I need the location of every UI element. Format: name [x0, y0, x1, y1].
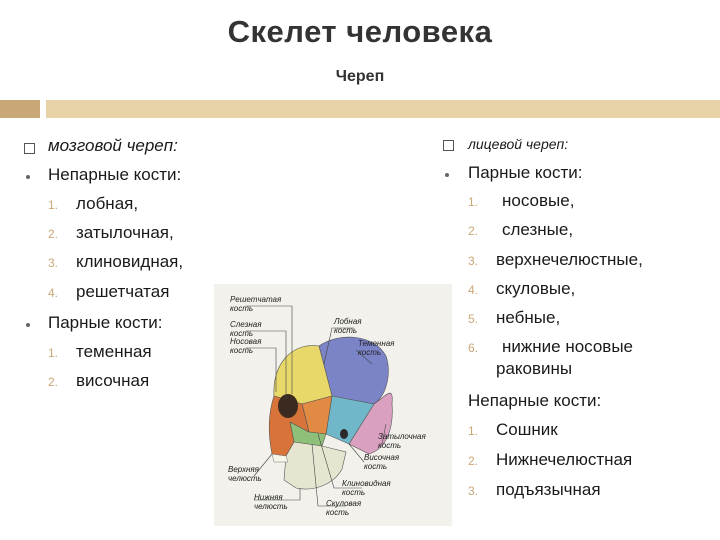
list-item: Нижнечелюстная: [496, 450, 633, 469]
list-number: 2.: [48, 375, 59, 389]
right-unpaired-label: Непарные кости:: [468, 391, 602, 410]
list-number: 1.: [468, 195, 479, 209]
label-occipital-2: кость: [378, 441, 402, 450]
list-item: слезные,: [502, 220, 574, 239]
list-number: 3.: [48, 256, 59, 270]
dot-bullet-icon: [26, 323, 30, 327]
label-ethmoid-1: Решетчатая: [230, 295, 282, 304]
page-subtitle: Череп: [335, 68, 385, 85]
list-item: клиновидная,: [76, 252, 184, 271]
left-unpaired-label: Непарные кости:: [48, 165, 182, 184]
list-number: 1.: [468, 424, 479, 438]
page-title: Скелет человека: [227, 14, 493, 49]
list-item: скуловые,: [496, 279, 576, 298]
label-parietal-2: кость: [358, 348, 382, 357]
orbit: [278, 394, 298, 418]
label-parietal-1: Теменная: [358, 339, 395, 348]
dot-bullet-icon: [26, 175, 30, 179]
header-divider-bar: [46, 100, 720, 118]
ear-canal: [340, 429, 348, 439]
left-heading-colon: :: [173, 136, 178, 155]
list-item-continuation: раковины: [496, 359, 573, 378]
list-item: теменная: [76, 342, 152, 361]
skull-diagram: [214, 284, 452, 526]
label-frontal-1: Лобная: [334, 317, 362, 326]
label-temporal-2: кость: [364, 462, 388, 471]
left-heading: [48, 136, 178, 156]
label-mandible-2: челюсть: [254, 502, 288, 511]
list-item: нижние носовые: [502, 337, 634, 356]
label-lacrimal-1: Слезная: [230, 320, 262, 329]
left-heading-text: мозговой череп: [48, 136, 174, 155]
checkbox-bullet-icon: [443, 140, 454, 151]
label-frontal-2: кость: [334, 326, 358, 335]
header-accent-bar: [0, 100, 40, 118]
list-item: Сошник: [496, 420, 558, 439]
list-item: небные,: [496, 308, 561, 327]
list-number: 1.: [48, 346, 59, 360]
dot-bullet-icon: [445, 173, 449, 177]
label-ethmoid-2: кость: [230, 304, 254, 313]
list-item: височная: [76, 371, 150, 390]
label-zygomatic-1: Скуловая: [326, 499, 362, 508]
label-sphenoid-2: кость: [342, 488, 366, 497]
label-temporal-1: Височная: [364, 453, 400, 462]
list-number: 2.: [468, 224, 479, 238]
list-number: 3.: [468, 254, 479, 268]
label-nasal-1: Носовая: [230, 337, 262, 346]
list-number: 5.: [468, 312, 479, 326]
label-zygomatic-2: кость: [326, 508, 350, 517]
list-number: 4.: [468, 283, 479, 297]
label-sphenoid-1: Клиновидная: [342, 479, 391, 488]
right-paired-label: Парные кости:: [468, 163, 583, 182]
list-number: 3.: [468, 484, 479, 498]
list-number: 4.: [48, 286, 59, 300]
list-item: подъязычная: [496, 480, 601, 499]
right-heading-text: лицевой череп: [468, 136, 565, 152]
right-heading-colon: :: [564, 136, 569, 152]
list-item: верхнечелюстные,: [496, 250, 643, 269]
label-maxilla-1: Верхняя: [228, 465, 259, 474]
list-number: 6.: [468, 341, 479, 355]
left-paired-label: Парные кости:: [48, 313, 163, 332]
list-item: носовые,: [502, 191, 575, 210]
list-number: 1.: [48, 198, 59, 212]
list-item: решетчатая: [76, 282, 170, 301]
list-item: лобная,: [76, 194, 139, 213]
list-item: затылочная,: [76, 223, 174, 242]
label-occipital-1: Затылочная: [378, 432, 426, 441]
label-nasal-2: кость: [230, 346, 254, 355]
label-lacrimal-2: кость: [230, 329, 254, 338]
label-mandible-1: Нижняя: [254, 493, 283, 502]
right-heading: [468, 134, 568, 154]
list-number: 2.: [48, 227, 59, 241]
checkbox-bullet-icon: [24, 143, 35, 154]
label-maxilla-2: челюсть: [228, 474, 262, 483]
list-number: 2.: [468, 454, 479, 468]
